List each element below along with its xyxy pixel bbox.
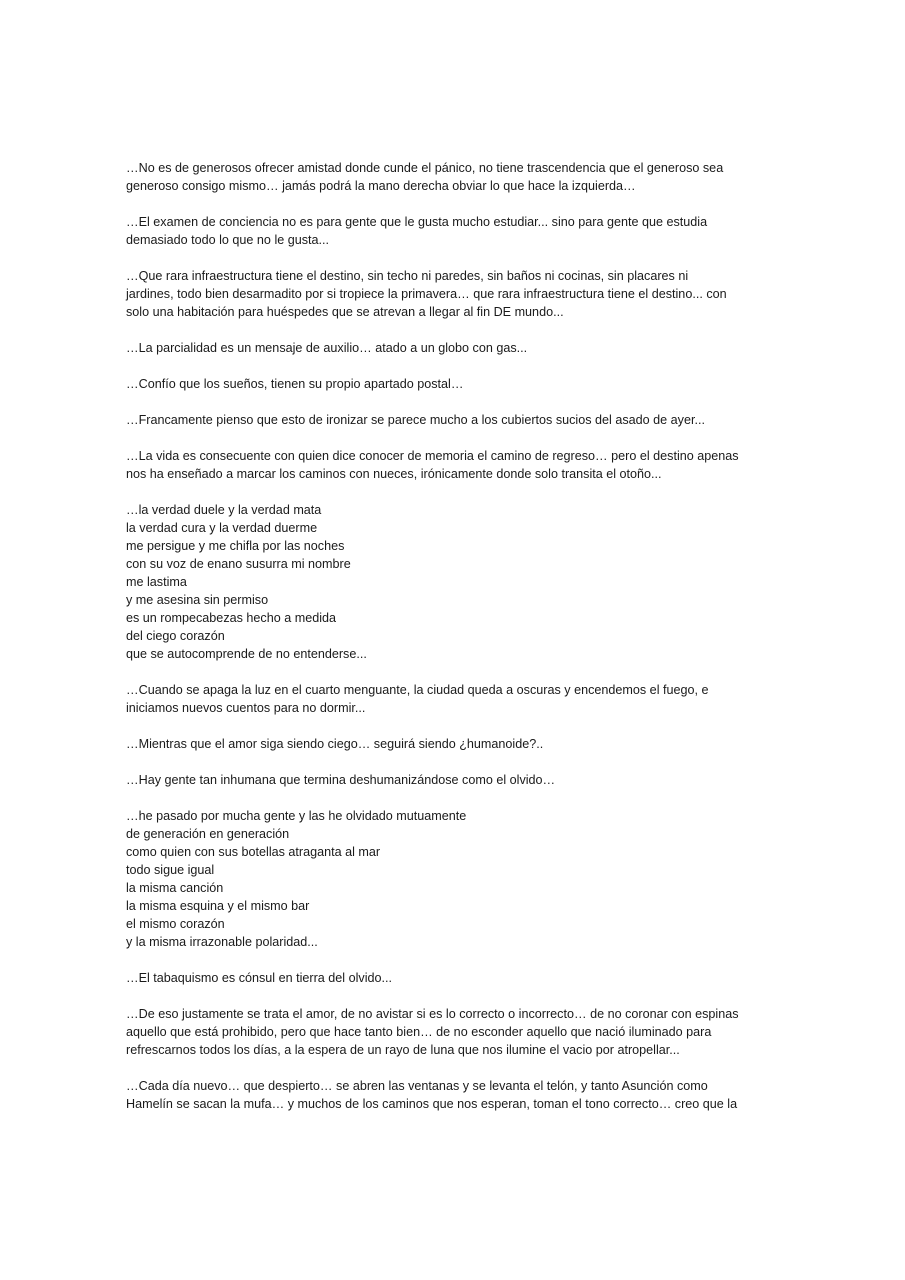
text-line: jardines, todo bien desarmadito por si tropiece la primavera… que rara infraestructura tiene el destino... con	[126, 287, 727, 301]
text-line: que se autocomprende de no entenderse...	[126, 647, 367, 661]
text-line: es un rompecabezas hecho a medida	[126, 611, 337, 625]
text-line: …Mientras que el amor siga siendo ciego… seguirá siendo ¿humanoide?..	[126, 737, 544, 751]
paragraph	[126, 1005, 786, 1059]
text-line: …De eso justamente se trata el amor, de no avistar si es lo correcto o incorrecto… de no coronar con espinas	[126, 1007, 739, 1021]
text-line: …El tabaquismo es cónsul en tierra del olvido...	[126, 971, 393, 985]
paragraph	[126, 807, 786, 951]
paragraph	[126, 447, 786, 483]
text-line: la verdad cura y la verdad duerme	[126, 521, 318, 535]
text-line: iniciamos nuevos cuentos para no dormir...	[126, 701, 366, 715]
text-line: de generación en generación	[126, 827, 290, 841]
text-line: …Confío que los sueños, tienen su propio apartado postal…	[126, 377, 464, 391]
text-line: nos ha enseñado a marcar los caminos con nueces, irónicamente donde solo transita el otoño...	[126, 467, 662, 481]
text-line: …Francamente pienso que esto de ironizar se parece mucho a los cubiertos sucios del asado de ayer...	[126, 413, 705, 427]
text-line: todo sigue igual	[126, 863, 215, 877]
text-line: la misma canción	[126, 881, 224, 895]
document-page	[126, 159, 786, 1131]
paragraph	[126, 213, 786, 249]
text-line: Hamelín se sacan la mufa… y muchos de los caminos que nos esperan, toman el tono correcto… creo que la	[126, 1097, 738, 1111]
paragraph	[126, 771, 786, 789]
text-line: demasiado todo lo que no le gusta...	[126, 233, 330, 247]
text-line: del ciego corazón	[126, 629, 225, 643]
paragraph	[126, 375, 786, 393]
text-line: aquello que está prohibido, pero que hace tanto bien… de no esconder aquello que nació iluminado para	[126, 1025, 712, 1039]
paragraph	[126, 735, 786, 753]
paragraph	[126, 681, 786, 717]
text-line: …El examen de conciencia no es para gente que le gusta mucho estudiar... sino para gente que estudia	[126, 215, 708, 229]
text-line: con su voz de enano susurra mi nombre	[126, 557, 351, 571]
text-line: me lastima	[126, 575, 187, 589]
text-line: la misma esquina y el mismo bar	[126, 899, 310, 913]
paragraph	[126, 1077, 786, 1113]
text-line: …Que rara infraestructura tiene el destino, sin techo ni paredes, sin baños ni cocinas, sin placares ni	[126, 269, 689, 283]
text-line: …La vida es consecuente con quien dice conocer de memoria el camino de regreso… pero el destino apenas	[126, 449, 739, 463]
text-line: …Hay gente tan inhumana que termina deshumanizándose como el olvido…	[126, 773, 556, 787]
text-line: …Cada día nuevo… que despierto… se abren las ventanas y se levanta el telón, y tanto Asunción como	[126, 1079, 708, 1093]
text-line: …he pasado por mucha gente y las he olvidado mutuamente	[126, 809, 467, 823]
paragraph	[126, 411, 786, 429]
paragraph	[126, 969, 786, 987]
paragraph	[126, 267, 786, 321]
text-line: …Cuando se apaga la luz en el cuarto menguante, la ciudad queda a oscuras y encendemos el fuego, e	[126, 683, 709, 697]
text-line: y la misma irrazonable polaridad...	[126, 935, 318, 949]
text-line: como quien con sus botellas atraganta al mar	[126, 845, 381, 859]
text-line: refrescarnos todos los días, a la espera de un rayo de luna que nos ilumine el vacio por atropellar...	[126, 1043, 680, 1057]
text-line: solo una habitación para huéspedes que se atrevan a llegar al fin DE mundo...	[126, 305, 564, 319]
text-line: me persigue y me chifla por las noches	[126, 539, 345, 553]
text-line: y me asesina sin permiso	[126, 593, 269, 607]
paragraph	[126, 159, 786, 195]
text-line: …la verdad duele y la verdad mata	[126, 503, 322, 517]
text-line: …La parcialidad es un mensaje de auxilio… atado a un globo con gas...	[126, 341, 528, 355]
text-line: el mismo corazón	[126, 917, 225, 931]
paragraph	[126, 501, 786, 663]
paragraph	[126, 339, 786, 357]
text-line: …No es de generosos ofrecer amistad donde cunde el pánico, no tiene trascendencia que el generoso sea	[126, 161, 724, 175]
text-line: generoso consigo mismo… jamás podrá la mano derecha obviar lo que hace la izquierda…	[126, 179, 636, 193]
